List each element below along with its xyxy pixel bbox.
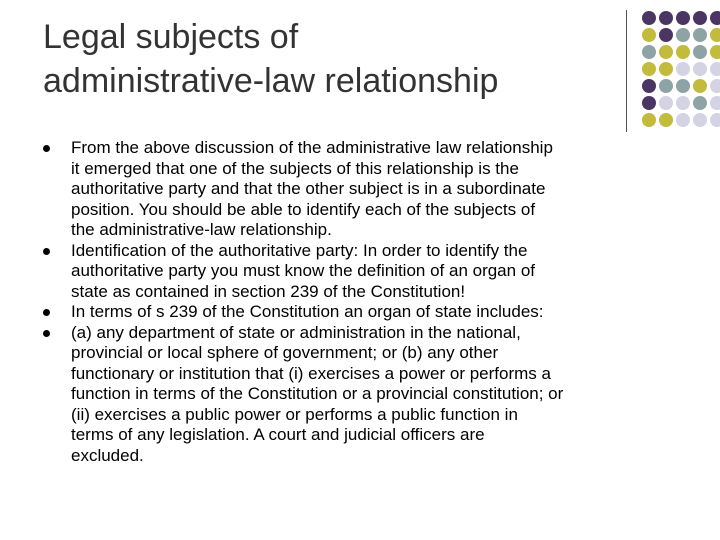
bullet-line: position. You should be able to identify each of the subjects of [71, 199, 536, 219]
olive-dot [642, 113, 656, 127]
olive-dot [659, 113, 673, 127]
purple-dot [659, 11, 673, 25]
slide-title-line-1: Legal subjects of [43, 18, 299, 56]
bullet-dot-icon [43, 330, 50, 337]
teal-dot [676, 79, 690, 93]
lavender-dot [676, 62, 690, 76]
bullet-line: provincial or local sphere of government; or (b) any other [71, 343, 499, 362]
slide-title-line-2: administrative-law relationship [43, 62, 499, 100]
bullet-item [40, 323, 690, 467]
bullet-line: In terms of s 239 of the Constitution an organ of state includes: [71, 302, 544, 321]
bullet-line: it emerged that one of the subjects of this relationship is the [71, 158, 519, 178]
bullet-item [40, 302, 690, 323]
olive-dot [642, 62, 656, 76]
bullet-item [40, 241, 690, 303]
title-divider-line [626, 10, 627, 132]
slide-body [40, 138, 690, 466]
bullet-line: excluded. [71, 445, 144, 465]
bullet-dot-icon [43, 145, 50, 152]
purple-dot [710, 11, 720, 25]
bullet-line: function in terms of the Constitution or a provincial constitution; or [71, 384, 564, 403]
lavender-dot [693, 62, 707, 76]
bullet-line: (a) any department of state or administration in the national, [71, 322, 521, 342]
bullet-list [40, 138, 690, 466]
decorative-dot-grid [641, 10, 720, 132]
lavender-dot [659, 96, 673, 110]
bullet-line: Identification of the authoritative party: In order to identify the [71, 240, 528, 260]
olive-dot [710, 28, 720, 42]
purple-dot [642, 79, 656, 93]
bullet-item [40, 138, 690, 241]
lavender-dot [710, 96, 720, 110]
olive-dot [693, 79, 707, 93]
slide-title [43, 15, 633, 103]
olive-dot [676, 45, 690, 59]
lavender-dot [710, 113, 720, 127]
olive-dot [642, 28, 656, 42]
bullet-line: authoritative party you must know the definition of an organ of [71, 261, 535, 280]
teal-dot [642, 45, 656, 59]
purple-dot [676, 11, 690, 25]
bullet-line: functionary or institution that (i) exercises a power or performs a [71, 363, 551, 383]
teal-dot [693, 45, 707, 59]
bullet-dot-icon [43, 309, 50, 316]
bullet-line: (ii) exercises a public power or performs a public function in [71, 404, 518, 424]
lavender-dot [676, 96, 690, 110]
bullet-line: terms of any legislation. A court and judicial officers are [71, 425, 485, 444]
purple-dot [642, 11, 656, 25]
lavender-dot [676, 113, 690, 127]
bullet-text [71, 241, 690, 303]
bullet-line: From the above discussion of the administrative law relationship [71, 138, 553, 157]
teal-dot [693, 96, 707, 110]
teal-dot [659, 79, 673, 93]
olive-dot [659, 45, 673, 59]
purple-dot [659, 28, 673, 42]
bullet-text [71, 323, 690, 467]
bullet-line: the administrative-law relationship. [71, 220, 332, 239]
bullet-dot-icon [43, 248, 50, 255]
olive-dot [710, 45, 720, 59]
teal-dot [676, 28, 690, 42]
purple-dot [693, 11, 707, 25]
lavender-dot [693, 113, 707, 127]
bullet-line: authoritative party and that the other subject is in a subordinate [71, 179, 546, 198]
lavender-dot [710, 79, 720, 93]
olive-dot [659, 62, 673, 76]
lavender-dot [710, 62, 720, 76]
bullet-line: state as contained in section 239 of the Constitution! [71, 281, 466, 301]
teal-dot [693, 28, 707, 42]
bullet-text [71, 138, 690, 241]
purple-dot [642, 96, 656, 110]
bullet-text [71, 302, 690, 323]
